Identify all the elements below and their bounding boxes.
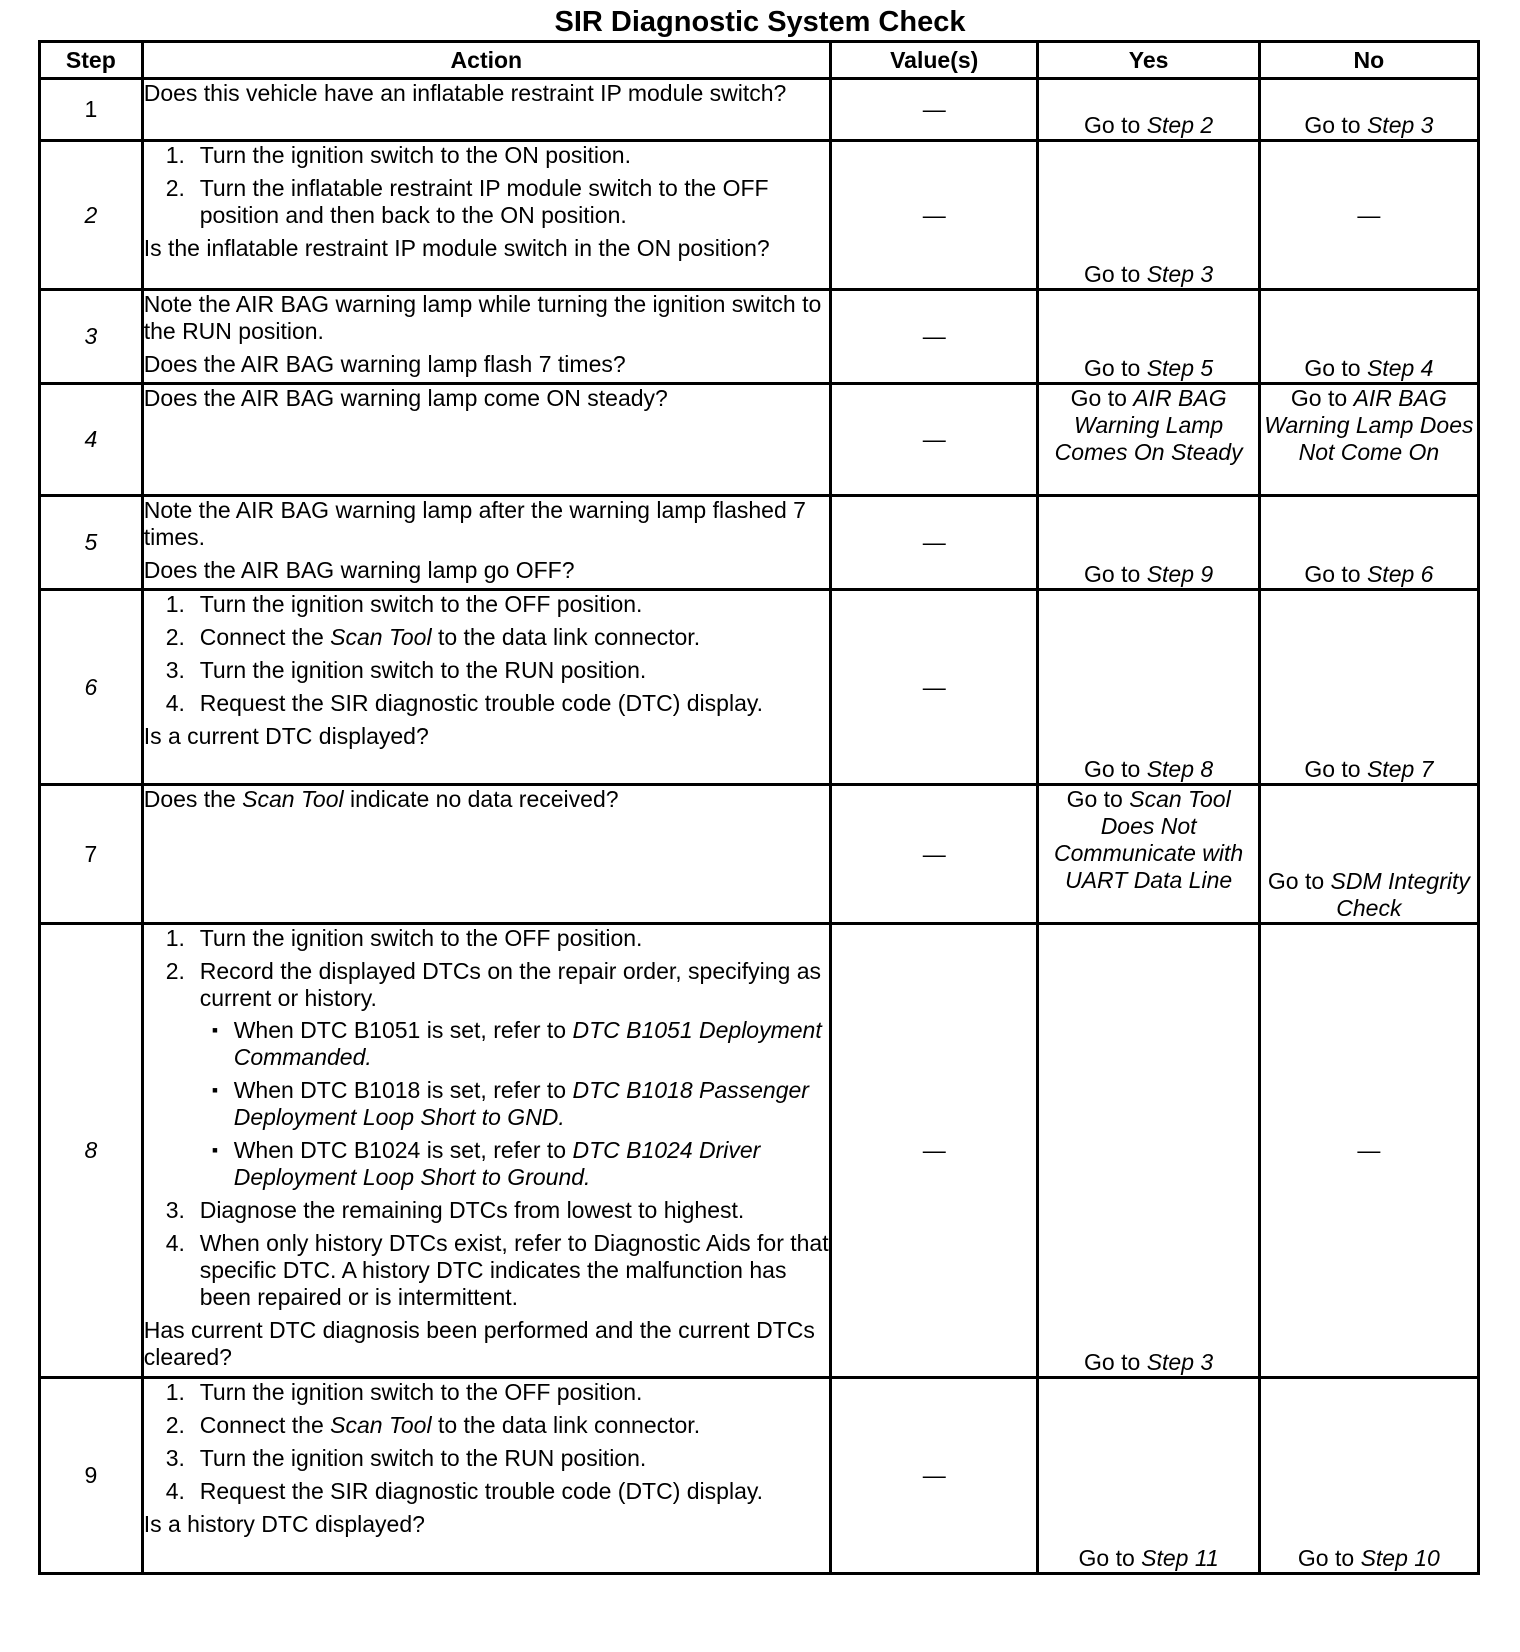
action-note: Note the AIR BAG warning lamp while turning the ignition switch to the RUN position. (143, 291, 822, 344)
no-dash: — (1357, 1137, 1381, 1163)
value-cell (830, 79, 1038, 141)
goto-text: Go to (1084, 112, 1141, 138)
yes-cell (1038, 785, 1259, 924)
dtc-bullet: ▪ When DTC B1051 is set, refer to DTC B1051 Deployment Commanded. (200, 1017, 829, 1071)
table-row (40, 290, 1479, 384)
action-cell (142, 924, 830, 1378)
action-steps (144, 925, 829, 1311)
value-cell (830, 496, 1038, 590)
action-step: 2. Connect the Scan Tool to the data link connector. (165, 624, 701, 650)
yes-target: Step 11 (1141, 1545, 1219, 1571)
yes-cell (1038, 496, 1259, 590)
table-row (40, 141, 1479, 290)
header-action: Action (142, 42, 830, 79)
goto-text: Go to (1070, 385, 1127, 411)
goto-text: Go to (1084, 1349, 1141, 1375)
page-title: SIR Diagnostic System Check (554, 6, 966, 38)
action-step: 1. Turn the ignition switch to the ON position. (165, 142, 631, 168)
table-row (40, 785, 1479, 924)
yes-target: AIR BAG Warning Lamp Comes On Steady (1054, 385, 1243, 465)
value-cell (830, 924, 1038, 1378)
action-step: 3. Turn the ignition switch to the RUN position. (165, 657, 647, 683)
table-row (40, 1378, 1479, 1574)
header-step: Step (40, 42, 143, 79)
action-note: Note the AIR BAG warning lamp after the warning lamp flashed 7 times. (143, 497, 806, 550)
value-cell (830, 590, 1038, 785)
action-step: 1. Turn the ignition switch to the OFF position. (165, 925, 643, 951)
yes-target: Step 3 (1146, 261, 1214, 287)
header-yes: Yes (1038, 42, 1259, 79)
table-row (40, 590, 1479, 785)
yes-target: Step 5 (1146, 355, 1214, 381)
action-step: 1. Turn the ignition switch to the OFF position. (165, 591, 643, 617)
no-cell (1259, 785, 1478, 924)
yes-cell (1038, 290, 1259, 384)
diagnostic-table (38, 40, 1480, 1575)
dtc-bullet: ▪ When DTC B1018 is set, refer to DTC B1018 Passenger Deployment Loop Short to GND. (200, 1077, 829, 1131)
action-question: Does the AIR BAG warning lamp come ON steady? (143, 385, 668, 411)
dtc-bullet: ▪ When DTC B1024 is set, refer to DTC B1024 Driver Deployment Loop Short to Ground. (200, 1137, 829, 1191)
step-number: 3 (40, 290, 143, 384)
no-cell (1259, 590, 1478, 785)
yes-target: Step 2 (1146, 112, 1214, 138)
action-steps (144, 591, 829, 717)
action-step: 3. Diagnose the remaining DTCs from lowest to highest. (165, 1197, 745, 1223)
value-dash: — (922, 96, 946, 122)
yes-cell (1038, 590, 1259, 785)
step-number: 5 (40, 496, 143, 590)
no-cell (1259, 496, 1478, 590)
step-number: 7 (40, 785, 143, 924)
value-cell (830, 290, 1038, 384)
yes-target: Step 8 (1146, 756, 1214, 782)
goto-text: Go to (1304, 112, 1361, 138)
action-cell (142, 384, 830, 496)
action-steps (144, 142, 829, 229)
no-target: Step 10 (1360, 1545, 1440, 1571)
dtc-bullets (200, 1017, 829, 1191)
action-cell (142, 1378, 830, 1574)
no-cell (1259, 79, 1478, 141)
action-step: 1. Turn the ignition switch to the OFF position. (165, 1379, 643, 1405)
table-row (40, 496, 1479, 590)
yes-cell (1038, 141, 1259, 290)
goto-text: Go to (1297, 1545, 1355, 1571)
action-step: 4. Request the SIR diagnostic trouble code (DTC) display. (165, 1478, 764, 1504)
no-target: Step 3 (1366, 112, 1434, 138)
action-question: Has current DTC diagnosis been performed and the current DTCs cleared? (143, 1317, 815, 1370)
goto-text: Go to (1078, 1545, 1135, 1571)
step-number: 2 (40, 141, 143, 290)
goto-text: Go to (1304, 355, 1361, 381)
value-dash: — (922, 529, 946, 555)
action-step: 4. Request the SIR diagnostic trouble code (DTC) display. (165, 690, 764, 716)
goto-text: Go to (1066, 786, 1123, 812)
no-target: AIR BAG Warning Lamp Does Not Come On (1264, 385, 1474, 465)
goto-text: Go to (1304, 561, 1361, 587)
action-question: Does the AIR BAG warning lamp flash 7 times? (143, 351, 626, 377)
no-target: Step 4 (1366, 355, 1434, 381)
table-row (40, 384, 1479, 496)
goto-text: Go to (1084, 756, 1141, 782)
action-question: Is a history DTC displayed? (143, 1511, 425, 1537)
action-step: 2. Turn the inflatable restraint IP module switch to the OFF position and then back to the ON position. (165, 175, 769, 228)
goto-text: Go to (1304, 756, 1361, 782)
yes-cell (1038, 924, 1259, 1378)
action-step: 2. Record the displayed DTCs on the repair order, specifying as current or history. ▪ When DTC B1051 is set, refer to DTC B1051 Deployment Commanded. ▪ When DTC B1018 is set, refer to DTC B1018 Passenger Deployment Loop Short to GND. ▪ When DTC B1024 is set, refer to DTC B1024 Driver Deployment Loop Short to Ground. (144, 958, 829, 1191)
yes-target: Scan Tool Does Not Communicate with UART Data Line (1054, 786, 1244, 893)
action-cell (142, 141, 830, 290)
action-cell (142, 79, 830, 141)
value-cell (830, 384, 1038, 496)
value-cell (830, 141, 1038, 290)
action-question: Does the Scan Tool indicate no data received? (143, 786, 619, 812)
value-cell (830, 785, 1038, 924)
action-cell (142, 496, 830, 590)
step-number: 1 (40, 79, 143, 141)
yes-cell (1038, 384, 1259, 496)
no-cell (1259, 924, 1478, 1378)
header-no: No (1259, 42, 1478, 79)
no-cell (1259, 384, 1478, 496)
action-question: Is a current DTC displayed? (143, 723, 429, 749)
yes-cell (1038, 1378, 1259, 1574)
value-dash: — (922, 1462, 946, 1488)
value-dash: — (922, 840, 946, 867)
action-question: Is the inflatable restraint IP module switch in the ON position? (143, 235, 770, 261)
action-step: 2. Connect the Scan Tool to the data link connector. (165, 1412, 701, 1438)
value-dash: — (922, 673, 946, 700)
step-number: 9 (40, 1378, 143, 1574)
action-step: 3. Turn the ignition switch to the RUN position. (165, 1445, 647, 1471)
value-cell (830, 1378, 1038, 1574)
value-dash: — (922, 426, 946, 452)
no-cell (1259, 1378, 1478, 1574)
table-row (40, 924, 1479, 1378)
goto-text: Go to (1084, 261, 1141, 287)
no-target: Step 7 (1366, 756, 1434, 782)
action-cell (142, 590, 830, 785)
no-target: SDM Integrity Check (1330, 868, 1470, 921)
action-steps (144, 1379, 829, 1505)
action-question: Does the AIR BAG warning lamp go OFF? (143, 557, 575, 583)
action-cell (142, 290, 830, 384)
step-number: 6 (40, 590, 143, 785)
goto-text: Go to (1084, 561, 1141, 587)
action-cell (142, 785, 830, 924)
action-question: Does this vehicle have an inflatable restraint IP module switch? (143, 80, 787, 106)
goto-text: Go to (1267, 868, 1325, 894)
no-target: Step 6 (1366, 561, 1434, 587)
no-cell (1259, 290, 1478, 384)
yes-cell (1038, 79, 1259, 141)
yes-target: Step 3 (1146, 1349, 1214, 1375)
table-row (40, 79, 1479, 141)
header-row (40, 42, 1479, 79)
no-dash: — (1357, 201, 1381, 228)
step-number: 8 (40, 924, 143, 1378)
goto-text: Go to (1084, 355, 1141, 381)
yes-target: Step 9 (1146, 561, 1214, 587)
goto-text: Go to (1290, 385, 1348, 411)
value-dash: — (922, 323, 946, 349)
action-step: 4. When only history DTCs exist, refer to Diagnostic Aids for that specific DTC. A history DTC indicates the malfunction has been repaired or is intermittent. (165, 1230, 829, 1310)
header-value: Value(s) (830, 42, 1038, 79)
value-dash: — (922, 1137, 946, 1163)
value-dash: — (922, 201, 946, 228)
step-number: 4 (40, 384, 143, 496)
no-cell (1259, 141, 1478, 290)
